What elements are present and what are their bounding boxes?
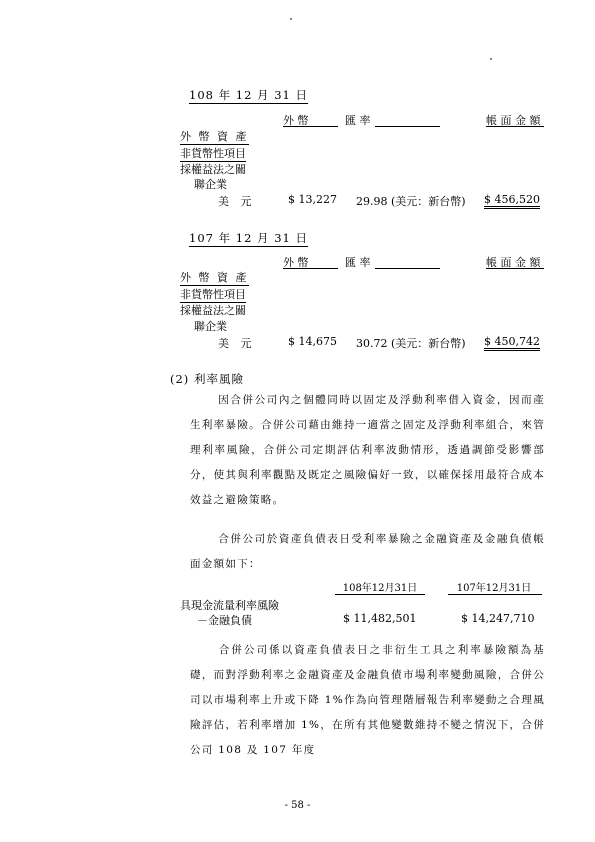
- fx-2018-category: 外 幣 資 產: [180, 271, 249, 284]
- interest-rate-paragraph-2-text: 合併公司於資產負債表日受利率暴險之金融資產及金融負債帳面金額如下：: [190, 533, 545, 570]
- interest-rate-paragraph-1-text: 因合併公司內之個體同時以固定及浮動利率借入資金，因而產生利率暴險。合併公司藉由維持一適當之固定及浮動利率組合，來管理利率風險，合併公司定期評估利率波動情形，透過調節受影響部分，使其與利率觀點及既定之風險偏好一致，以確保採用最符合成本效益之避險策略。: [190, 394, 545, 506]
- fx-2019-subcategory: 非貨幣性項目: [180, 147, 246, 160]
- exposure-col-2019-rule: [335, 594, 425, 595]
- interest-rate-paragraph-2: [190, 527, 545, 577]
- fx-2019-rate: 29.98 (美元：新台幣): [356, 195, 466, 208]
- fx-2018-head-rule-2: [375, 268, 440, 269]
- page-number: - 58 -: [284, 800, 311, 811]
- scan-speck: [490, 58, 492, 60]
- fx-2019-head-rule-1: [283, 126, 338, 127]
- fx-2019-date-heading: 108 年 12 月 31 日: [189, 88, 308, 102]
- fx-2019-col-currency: 外 幣: [283, 114, 309, 127]
- exposure-value-2019: $ 11,482,501: [343, 612, 417, 625]
- interest-rate-paragraph-3: [190, 638, 545, 763]
- interest-rate-paragraph-3-text: 合併公司係以資產負債表日之非衍生工具之利率暴險額為基礎，而對浮動利率之金融資產及金融負債市場利率變動風險，合併公司以市場利率上升或下降 1%作為向管理階層報告利率變動之合理風險評估，若利率增加 1%，在所有其他變數維持不變之情況下，合併公司 108 及 107 年度: [190, 644, 545, 756]
- fx-2018-method-line1: 採權益法之關: [180, 304, 246, 317]
- fx-2019-col-rate: 匯 率: [345, 114, 371, 127]
- fx-2018-rate: 30.72 (美元：新台幣): [356, 337, 466, 350]
- fx-2018-head-rule-1: [283, 268, 338, 269]
- fx-2018-subcategory: 非貨幣性項目: [180, 288, 246, 301]
- fx-2019-method-line1: 採權益法之關: [180, 163, 246, 176]
- fx-2019-book-value: $ 456,520: [484, 193, 540, 209]
- fx-2018-method-line2: 聯企業: [194, 320, 227, 333]
- fx-2019-head-rule-2: [375, 126, 440, 127]
- fx-2018-currency-name: 美 元: [218, 337, 256, 350]
- fx-2018-book-value: $ 450,742: [484, 335, 540, 351]
- fx-2019-method-line2: 聯企業: [194, 178, 227, 191]
- fx-2019-col-book: 帳 面 金 額: [486, 114, 541, 127]
- fx-2018-amount: $ 14,675: [288, 335, 337, 348]
- exposure-row-label: 具現金流量利率風險: [180, 599, 279, 612]
- fx-2018-col-currency: 外 幣: [283, 256, 309, 269]
- exposure-col-2018-rule: [448, 594, 542, 595]
- interest-rate-section-title: (2) 利率風險: [170, 372, 244, 386]
- exposure-row-sub: －金融負債: [197, 614, 252, 627]
- exposure-col-2019: 108年12月31日: [342, 583, 418, 594]
- fx-2019-category: 外 幣 資 產: [180, 130, 249, 143]
- exposure-col-2018: 107年12月31日: [456, 583, 532, 594]
- scan-speck: [290, 18, 292, 20]
- fx-2018-head-rule-3: [486, 268, 544, 269]
- fx-2019-head-rule-3: [486, 126, 544, 127]
- fx-2018-date-heading: 107 年 12 月 31 日: [189, 231, 308, 245]
- fx-2018-col-rate: 匯 率: [345, 256, 371, 269]
- interest-rate-paragraph-1: [190, 388, 545, 513]
- fx-2019-currency-name: 美 元: [218, 195, 256, 208]
- exposure-value-2018: $ 14,247,710: [461, 612, 535, 625]
- fx-2019-amount: $ 13,227: [288, 193, 337, 206]
- fx-2018-col-book: 帳 面 金 額: [486, 256, 541, 269]
